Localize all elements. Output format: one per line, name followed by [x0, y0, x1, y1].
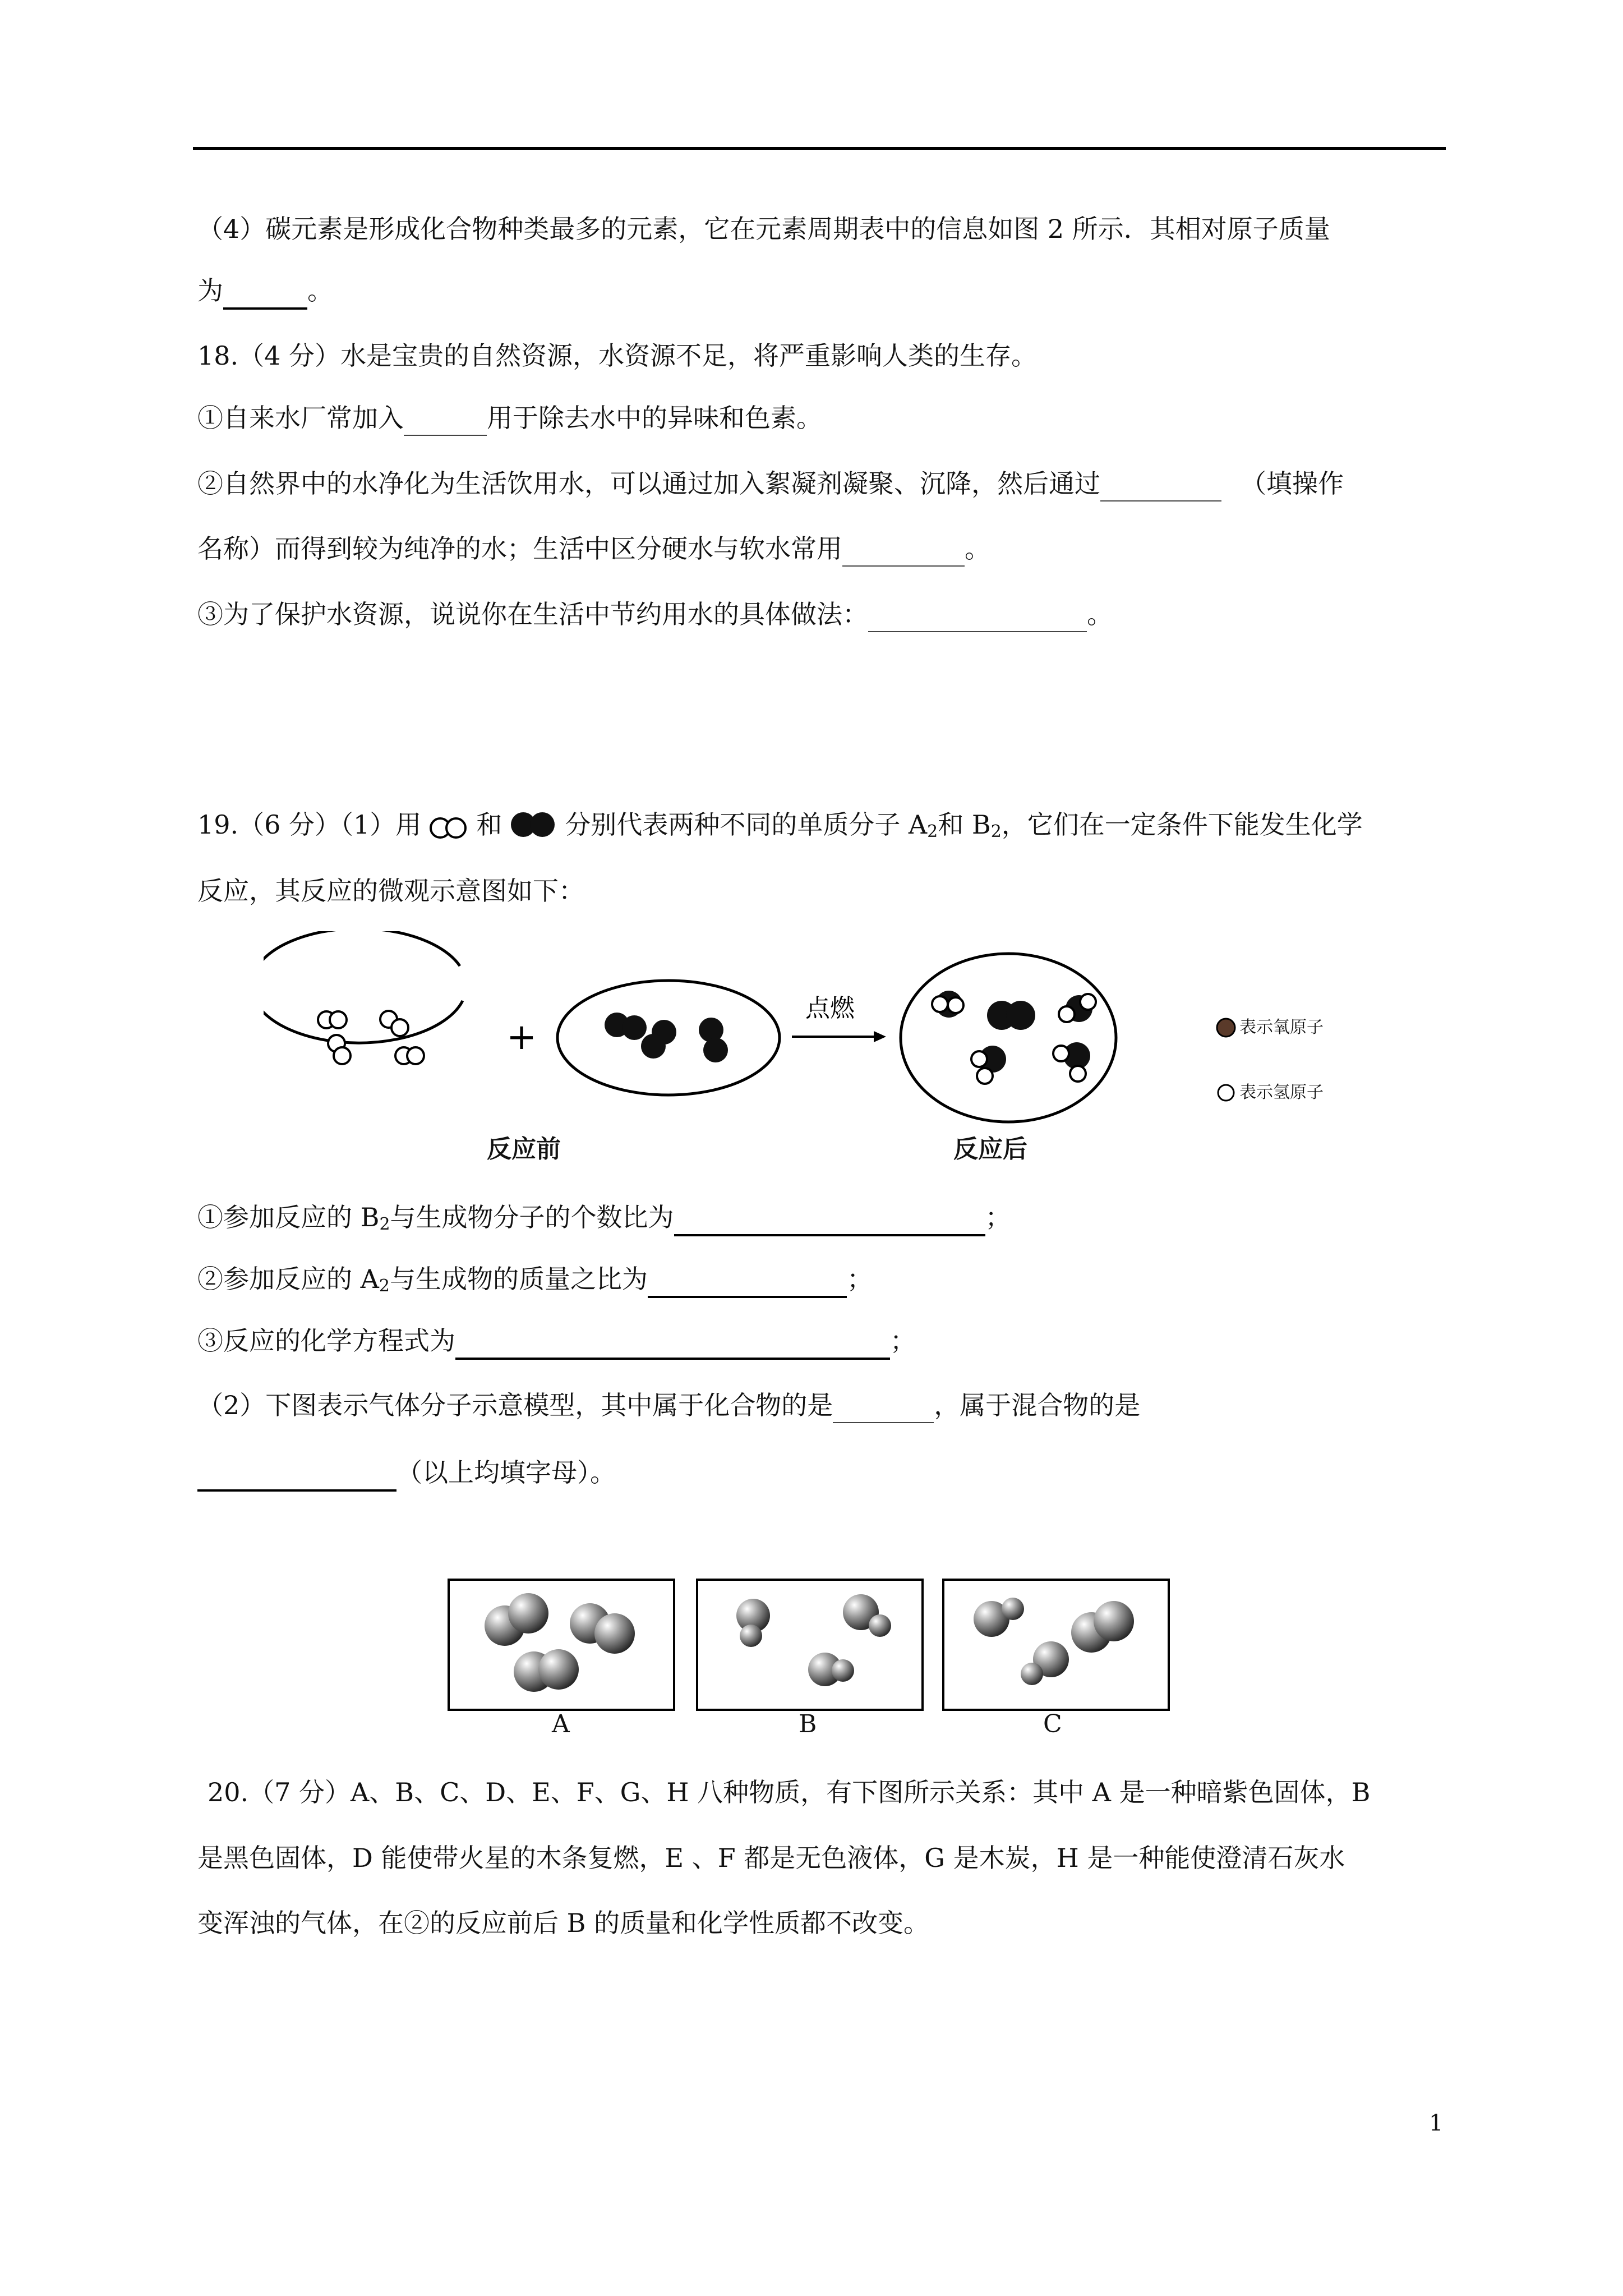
caption-after: 反应后 — [953, 1135, 1027, 1163]
q19-item2: ②参加反应的 $A_2$与生成物的质量之比为 ； — [197, 1262, 1448, 1303]
model-box-b — [696, 1579, 924, 1711]
b2-molecule-icon — [505, 810, 561, 844]
answer-blank[interactable] — [1100, 467, 1221, 501]
q20-line3: 变浑浊的气体，在②的反应前后 B 的质量和化学性质都不改变。 — [197, 1908, 930, 1938]
answer-blank[interactable] — [842, 532, 965, 567]
reaction-diagram — [264, 931, 1385, 1178]
plus-sign: + — [506, 1016, 537, 1058]
oxygen-atom-icon — [1217, 1019, 1235, 1037]
reactant-a2-ellipse — [264, 931, 463, 1043]
answer-blank[interactable] — [868, 597, 1087, 632]
caption-before: 反应前 — [487, 1135, 561, 1163]
condition-label: 点燃 — [805, 994, 855, 1023]
page-number: 1 — [1429, 2110, 1444, 2136]
model-label-c: C — [1043, 1710, 1062, 1738]
product-ellipse — [901, 954, 1116, 1122]
legend-hydrogen: 表示氢原子 — [1239, 1083, 1324, 1102]
model-box-a — [448, 1579, 675, 1711]
answer-blank[interactable] — [197, 1456, 396, 1492]
q19-part2-line2: （以上均填字母）。 — [197, 1456, 1448, 1492]
q19-item3: ③反应的化学方程式为 ； — [197, 1324, 1448, 1360]
q20-line1: 20.（7 分）A、B、C、D、E、F、G、H 八种物质，有下图所示关系：其中 A 是一种暗紫色固体，B — [208, 1777, 1371, 1807]
q20-line2: 是黑色固体，D 能使带火星的木条复燃，E 、F 都是无色液体，G 是木炭，H 是一种能使澄清石灰水 — [197, 1843, 1345, 1873]
b2-molecules — [605, 1013, 728, 1062]
answer-blank[interactable] — [455, 1324, 890, 1360]
q18-item3: ③为了保护水资源，说说你在生活中节约用水的具体做法： 。 — [197, 597, 1448, 632]
legend-oxygen: 表示氧原子 — [1239, 1018, 1324, 1037]
answer-blank[interactable] — [404, 401, 487, 436]
q17-part4-line2: 为 。 — [197, 274, 1448, 310]
model-box-c — [942, 1579, 1170, 1711]
gradient-defs — [0, 0, 1, 1]
model-label-b: B — [799, 1710, 817, 1738]
answer-blank[interactable] — [648, 1262, 847, 1298]
q19-part2-line1: （2）下图表示气体分子示意模型，其中属于化合物的是 ，属于混合物的是 — [197, 1388, 1448, 1423]
header-rule — [193, 147, 1446, 150]
q18-item2-line1: ②自然界中的水净化为生活饮用水，可以通过加入絮凝剂凝聚、沉降，然后通过 （填操作 — [197, 467, 1448, 501]
model-label-a: A — [552, 1710, 570, 1738]
q18-item1: ①自来水厂常加入 用于除去水中的异味和色素。 — [197, 401, 1448, 436]
a2-molecule-icon — [425, 813, 473, 841]
answer-blank[interactable] — [833, 1388, 934, 1423]
hydrogen-atom-icon — [1218, 1085, 1234, 1101]
q17-part4-line1: （4）碳元素是形成化合物种类最多的元素，它在元素周期表中的信息如图 2 所示．其相对原子质量 — [197, 214, 1330, 244]
q19-intro-line1: 19.（6 分）（1）用 和 分别代表两种不同的单质分子 $A_2$和 $B_2$，它们在一定条件下能发生化学 — [197, 808, 1448, 849]
q19-intro-line2: 反应，其反应的微观示意图如下： — [197, 876, 584, 906]
product-molecules — [932, 991, 1096, 1084]
q18-title: 18.（4 分）水是宝贵的自然资源，水资源不足，将严重影响人类的生存。 — [197, 341, 1038, 371]
answer-blank[interactable] — [674, 1200, 985, 1236]
q18-item2-line2: 名称）而得到较为纯净的水；生活中区分硬水与软水常用 。 — [197, 532, 1448, 567]
answer-blank[interactable] — [223, 274, 307, 310]
q19-item1: ①参加反应的 $B_2$与生成物分子的个数比为 ； — [197, 1200, 1448, 1241]
